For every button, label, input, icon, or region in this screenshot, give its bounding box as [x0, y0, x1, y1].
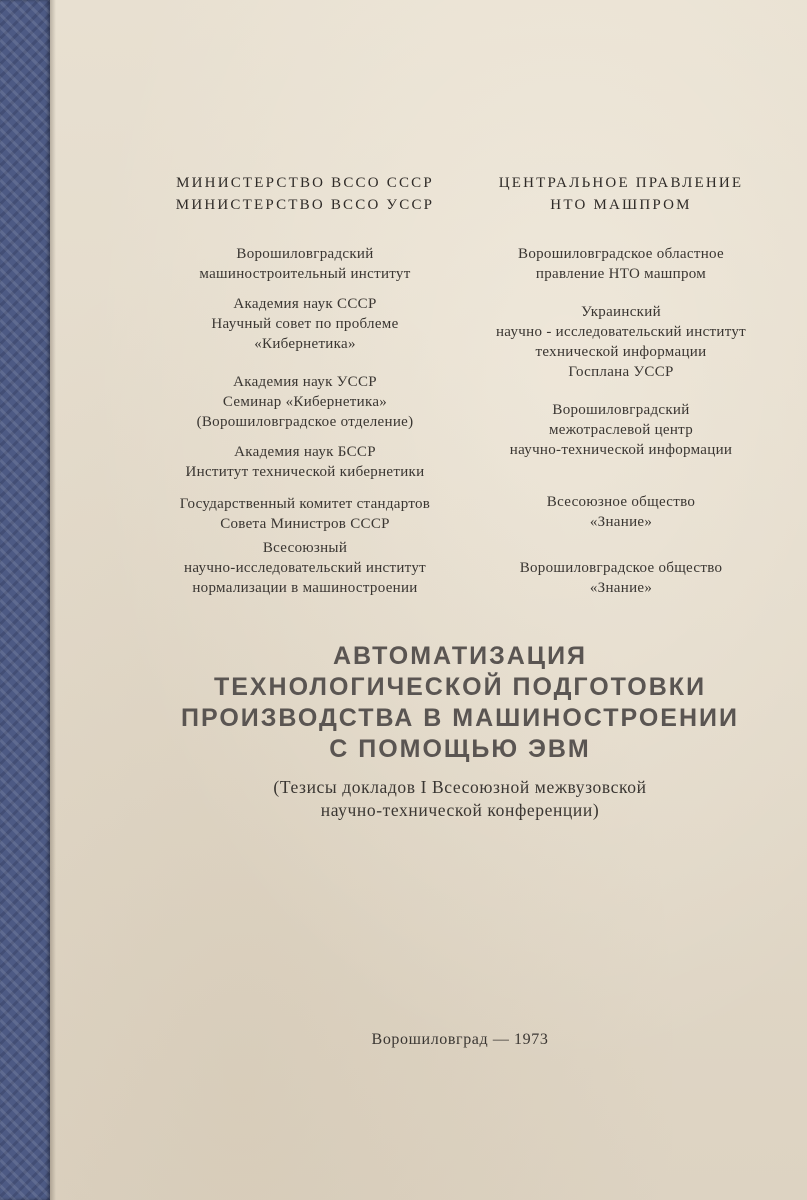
org-line: «Кибернетика»: [254, 336, 356, 352]
org-line: Ворошиловградский: [236, 246, 374, 262]
org-line: Академия наук БССР: [234, 444, 376, 460]
org-line: нормализации в машиностроении: [192, 580, 418, 596]
left-header-line: МИНИСТЕРСТВО ВССО УССР: [175, 197, 435, 213]
spine-shadow: [50, 0, 56, 1200]
org-line: (Ворошиловградское отделение): [196, 414, 414, 430]
org-line: Всесоюзное общество: [546, 494, 696, 510]
right-org-znanie-union: [462, 492, 780, 532]
org-line: Ворошиловградский: [552, 402, 690, 418]
org-line: «Знание»: [589, 514, 653, 530]
org-line: Ворошиловградское общество: [519, 560, 723, 576]
right-header: [462, 172, 780, 216]
left-header: [140, 172, 470, 216]
org-line: Академия наук УССР: [233, 374, 377, 390]
right-org-nto-regional: [462, 244, 780, 284]
left-org-standards-committee: [140, 494, 470, 534]
org-line: Институт технической кибернетики: [185, 464, 425, 480]
book-subtitle: [150, 776, 770, 822]
org-line: межотраслевой центр: [548, 422, 694, 438]
title-line: ТЕХНОЛОГИЧЕСКОЙ ПОДГОТОВКИ: [213, 673, 707, 701]
right-header-line: ЦЕНТРАЛЬНОЕ ПРАВЛЕНИЕ: [498, 175, 744, 191]
org-line: Украинский: [581, 304, 661, 320]
org-line: Семинар «Кибернетика»: [222, 394, 388, 410]
org-line: Госплана УССР: [568, 364, 674, 380]
org-line: научно - исследовательский институт: [495, 324, 747, 340]
org-line: Научный совет по проблеме: [211, 316, 399, 332]
subtitle-line: (Тезисы докладов I Всесоюзной межвузовской: [273, 777, 647, 797]
org-line: «Знание»: [589, 580, 653, 596]
left-org-research-institute: [140, 538, 470, 598]
org-line: Совета Министров СССР: [220, 516, 390, 532]
title-line: ПРОИЗВОДСТВА В МАШИНОСТРОЕНИИ: [181, 704, 739, 732]
right-org-info-center: [462, 400, 780, 460]
org-line: правление НТО машпром: [535, 266, 707, 282]
left-org-an-sssr: [140, 294, 470, 354]
org-line: Государственный комитет стандартов: [179, 496, 431, 512]
org-line: научно-исследовательский институт: [184, 560, 426, 576]
title-line: АВТОМАТИЗАЦИЯ: [332, 642, 588, 670]
left-header-line: МИНИСТЕРСТВО ВССО СССР: [176, 175, 434, 191]
left-org-an-bssr: [140, 442, 470, 482]
subtitle-line: научно-технической конференции): [320, 800, 600, 820]
left-org-vmi: [140, 244, 470, 284]
imprint-place-year: Ворошиловград — 1973: [371, 1031, 549, 1048]
title-line: С ПОМОЩЬЮ ЭВМ: [329, 735, 591, 763]
org-line: Всесоюзный: [262, 540, 348, 556]
right-org-ukr-institute: [462, 302, 780, 382]
left-org-an-ussr: [140, 372, 470, 432]
right-header-line: НТО МАШПРОМ: [550, 197, 692, 213]
org-line: Академия наук СССР: [233, 296, 377, 312]
org-line: Ворошиловградское областное: [518, 246, 724, 262]
book-spine-binding: [0, 0, 50, 1200]
org-line: машиностроительный институт: [199, 266, 411, 282]
book-title: [150, 641, 770, 765]
org-line: технической информации: [535, 344, 707, 360]
right-org-znanie-regional: [462, 558, 780, 598]
org-line: научно-технической информации: [509, 442, 733, 458]
